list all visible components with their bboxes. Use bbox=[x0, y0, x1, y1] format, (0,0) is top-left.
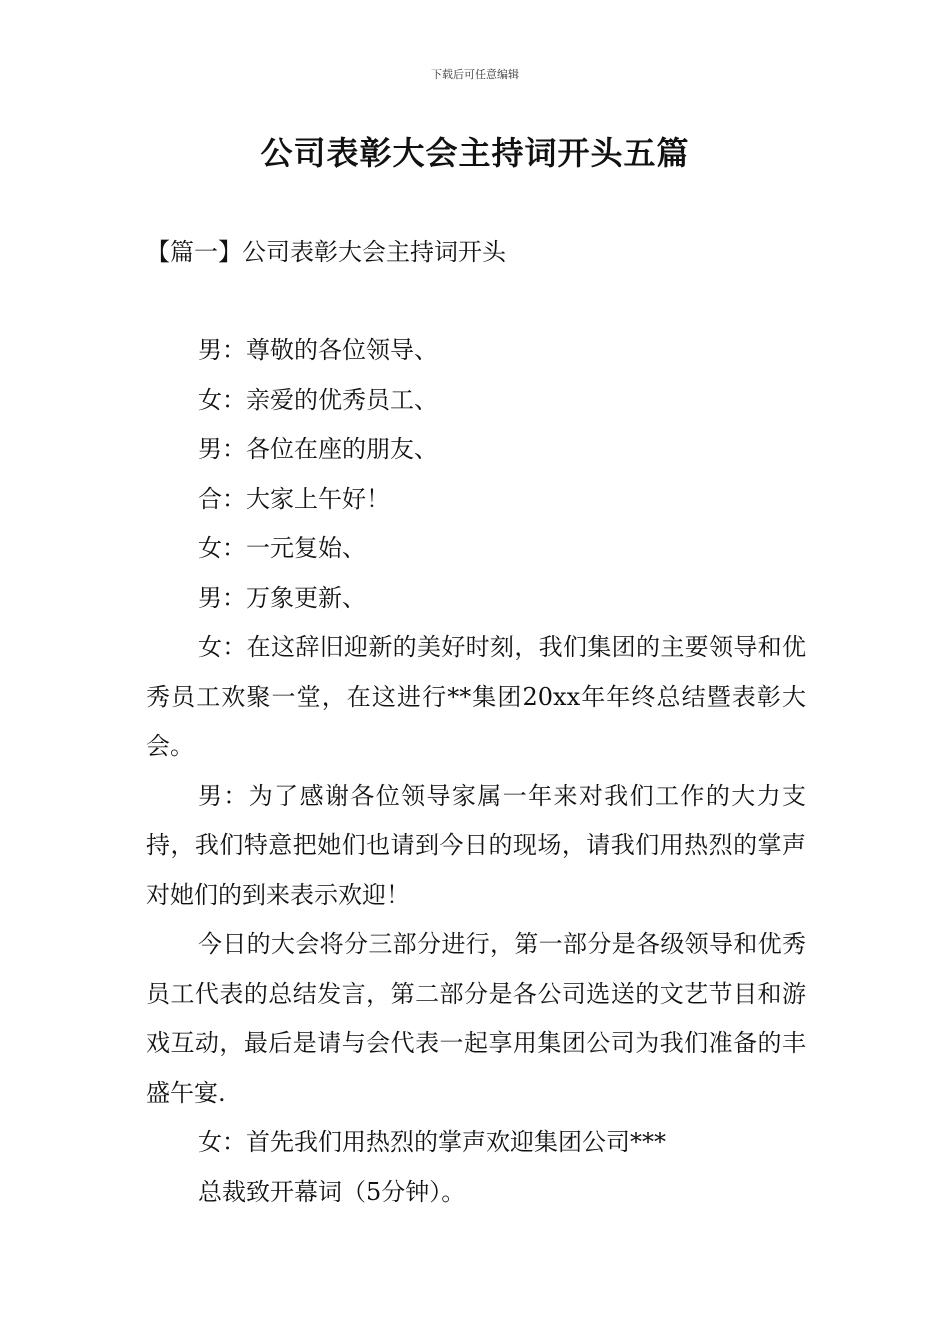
dialogue-line: 女：首先我们用热烈的掌声欢迎集团公司*** bbox=[198, 1128, 666, 1156]
dialogue-line: 女：亲爱的优秀员工、 bbox=[198, 385, 438, 414]
dialogue-line: 男：尊敬的各位领导、 bbox=[198, 336, 438, 364]
dialogue-line: 男：各位在座的朋友、 bbox=[198, 435, 438, 463]
dialogue-line: 男：万象更新、 bbox=[198, 583, 366, 612]
paragraph: 今日的大会将分三部分进行，第一部分是各级领导和优秀员工代表的总结发言，第二部分是各公司选送的文艺节目和游戏互动，最后是请与会代表一起享用集团公司为我们准备的丰盛午宴. bbox=[146, 930, 806, 1107]
section-heading: 【篇一】公司表彰大会主持词开头 bbox=[146, 238, 506, 266]
dialogue-line: 女：一元复始、 bbox=[198, 534, 366, 562]
page-title: 公司表彰大会主持词开头五篇 bbox=[260, 134, 690, 172]
paragraph: 男：为了感谢各位领导家属一年来对我们工作的大力支持，我们特意把她们也请到今日的现场，请我们用热烈的掌声对她们的到来表示欢迎！ bbox=[146, 781, 806, 909]
header-note: 下载后可任意编辑 bbox=[431, 68, 519, 81]
document-body bbox=[146, 326, 806, 1217]
dialogue-line: 合：大家上午好！ bbox=[198, 484, 390, 513]
paragraph: 女：在这辞旧迎新的美好时刻，我们集团的主要领导和优秀员工欢聚一堂，在这进行**集团20xx年年终总结暨表彰大会。 bbox=[146, 633, 806, 760]
dialogue-line: 总裁致开幕词（5分钟）。 bbox=[198, 1177, 466, 1206]
